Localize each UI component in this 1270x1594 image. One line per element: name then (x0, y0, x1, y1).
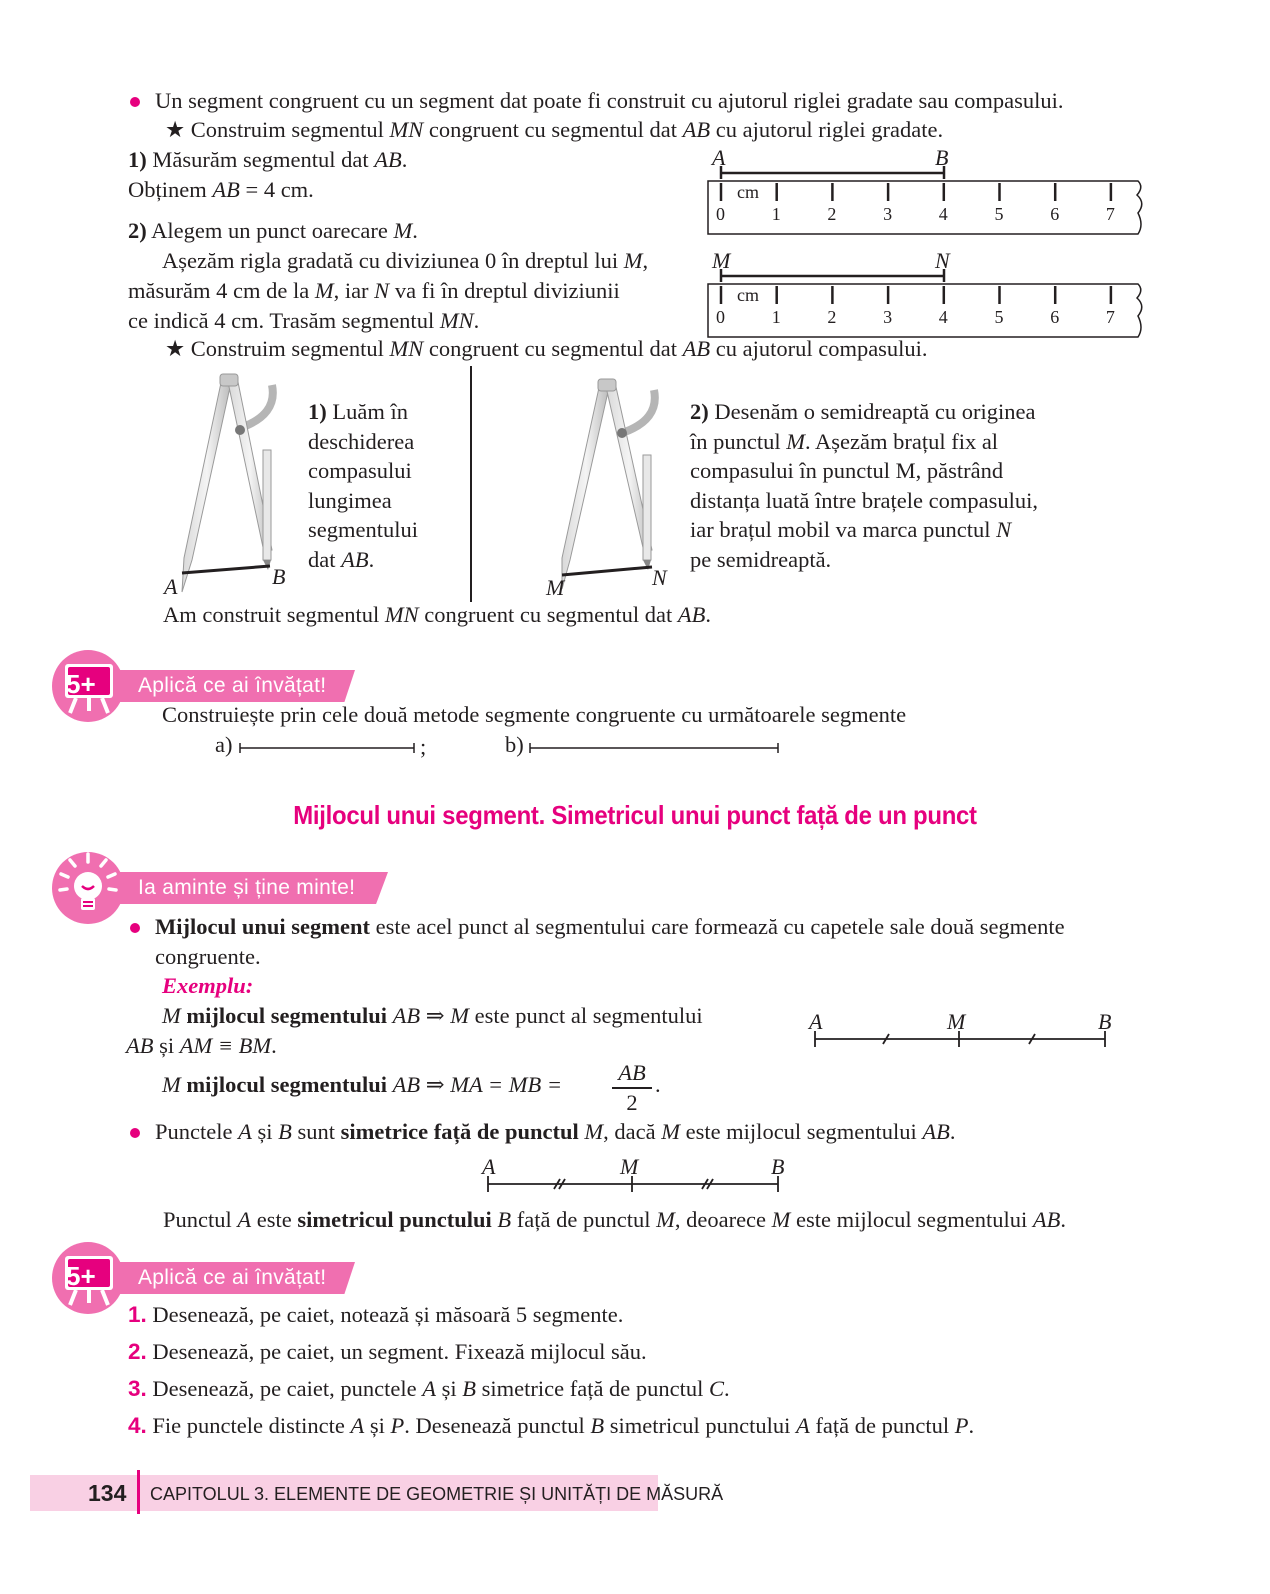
apply1-label-a: a) (215, 732, 233, 757)
chapter-title: CAPITOLUL 3. ELEMENTE DE GEOMETRIE ȘI UNITĂȚI DE MĂSURĂ (150, 1484, 724, 1504)
fraction-bar (612, 1087, 652, 1089)
ruler-tick-label: 6 (1050, 307, 1060, 327)
apply1-segment-b (528, 740, 783, 756)
symmetric-conclusion: Punctul A este simetricul punctului B față de punctul M, deoarece M este mijlocul segmentului AB. (163, 1207, 1067, 1232)
apply1-label-b: b) (505, 732, 524, 757)
star-ruler-line: ★ Construim segmentul MN congruent cu segmentul dat AB cu ajutorul riglei gradate. (165, 117, 944, 142)
bullet-dot (130, 923, 140, 933)
exercise-item-1: 1. Desenează, pe caiet, notează și măsoară 5 segmente. (128, 1302, 624, 1327)
compass-fixed-leg (562, 383, 610, 589)
compass-pencil (643, 455, 651, 560)
ruler-step-1-result: Obținem AB = 4 cm. (128, 177, 314, 202)
midpoint-diagram (805, 1005, 1115, 1051)
ruler-step-2-line3: ce indică 4 cm. Trasăm segmentul MN. (128, 308, 480, 333)
ruler-tick-label: 0 (716, 204, 725, 224)
ruler-tick-label: 1 (771, 307, 781, 327)
compass-arc (622, 390, 655, 433)
vertical-divider (470, 366, 472, 602)
compass-illustration-1 (160, 370, 300, 600)
example-line-2: AB și AM ≡ BM. (126, 1033, 277, 1058)
exercise-item-2: 2. Desenează, pe caiet, un segment. Fixează mijlocul său. (128, 1339, 647, 1364)
compass-point-a-label: A (164, 574, 178, 599)
compass-point-b-label: B (272, 564, 286, 589)
compass-point-n-label: N (652, 565, 667, 590)
ruler-tick-label: 2 (827, 204, 837, 224)
ruler-unit-label: cm (737, 182, 759, 202)
ruler-tick-label: 1 (771, 204, 781, 224)
ruler-point-a-label: A (712, 145, 726, 170)
ruler-diagram-mn (700, 246, 1150, 346)
fraction-numerator: AB (618, 1060, 646, 1085)
exercise-item-3: 3. Desenează, pe caiet, punctele A și B simetrice față de punctul C. (128, 1376, 730, 1401)
ruler-point-n-label: N (935, 248, 950, 273)
ruler-step-2: 2) Alegem un punct oarecare M. (128, 218, 418, 243)
symmetric-diagram (478, 1150, 788, 1196)
compass-fixed-leg (182, 378, 232, 592)
diagram-point-m: M (620, 1154, 639, 1179)
bullet-dot (130, 97, 140, 107)
compass-step-1: 1) Luăm în deschiderea compasului lungimea segmentului dat AB. (308, 399, 418, 572)
ruler-unit-label: cm (737, 285, 759, 305)
apply-header-text: Aplică ce ai învățat! (138, 674, 327, 697)
diagram-point-m: M (947, 1009, 966, 1034)
apply1-instruction: Construiește prin cele două metode segmente congruente cu următoarele segmente (162, 702, 907, 727)
compass-illustration-2 (540, 375, 680, 600)
symmetric-definition: Punctele A și B sunt simetrice față de punctul M, dacă M este mijlocul segmentului AB. (155, 1119, 956, 1144)
ruler-tick-label: 5 (994, 204, 1004, 224)
ruler-tick-label: 2 (827, 307, 837, 327)
diagram-point-b: B (1098, 1009, 1112, 1034)
ruler-tick-label: 7 (1105, 204, 1115, 224)
page-number: 134 (88, 1480, 127, 1506)
apply-badge-label: 5+ (66, 669, 96, 699)
example-line-3: M mijlocul segmentului AB ⇒ MA = MB = (162, 1072, 563, 1097)
ruler-tick-label: 4 (938, 307, 948, 327)
compass-step-2: 2) Desenăm o semidreaptă cu originea în punctul M. Așezăm brațul fix al compasului în punctul M, păstrând distanța luată între brațele compasului, iar brațul mobil va marca punctul N pe semidreaptă. (690, 399, 1039, 572)
diagram-point-a: A (482, 1154, 496, 1179)
star-icon: ★ (165, 117, 186, 142)
ruler-diagram-ab (700, 143, 1150, 243)
ruler-point-m-label: M (712, 248, 731, 273)
remember-header-text: Ia aminte și ține minte! (138, 876, 356, 899)
fraction-denominator: 2 (626, 1089, 638, 1115)
ruler-tick-label: 0 (716, 307, 725, 327)
star-compass-line: ★ Construim segmentul MN congruent cu segmentul dat AB cu ajutorul compasului. (165, 336, 928, 361)
segment-ab-compass (182, 566, 270, 573)
section-title: Mijlocul unui segment. Simetricul unui punct față de un punct (293, 800, 977, 830)
lightbulb-icon (56, 848, 120, 920)
ruler-tick-label: 5 (994, 307, 1004, 327)
bullet-dot (130, 1128, 140, 1138)
diagram-point-b: B (771, 1154, 785, 1179)
example-label: Exemplu: (162, 973, 254, 998)
apply-header-text: Aplică ce ai învățat! (138, 1266, 327, 1289)
example-line-3-end: . (655, 1072, 661, 1097)
ruler-point-b-label: B (935, 145, 949, 170)
ruler-tick-label: 3 (883, 204, 893, 224)
ruler-step-1: 1) Măsurăm segmentul dat AB. (128, 147, 408, 172)
diagram-point-a: A (809, 1009, 823, 1034)
compass-point-m-label: M (546, 575, 565, 600)
apply-badge-label: 5+ (66, 1261, 96, 1291)
midpoint-definition: Mijlocul unui segment este acel punct al segmentului care formează cu capetele sale două segmente (155, 914, 1065, 939)
ruler-step-2-line2: măsurăm 4 cm de la M, iar N va fi în dreptul diviziunii (128, 278, 620, 303)
compass-result: Am construit segmentul MN congruent cu segmentul dat AB. (163, 602, 712, 627)
midpoint-definition-cont: congruente. (155, 944, 261, 969)
compass-pencil (263, 450, 271, 560)
fraction (612, 1060, 652, 1116)
ruler-tick-label: 3 (883, 307, 893, 327)
ruler-step-2-line1: Așezăm rigla gradată cu diviziunea 0 în dreptul lui M, (162, 248, 649, 273)
star-icon: ★ (165, 336, 186, 361)
footer-divider (137, 1470, 140, 1514)
apply1-separator: ; (420, 734, 427, 759)
intro-bullet-text: Un segment congruent cu un segment dat poate fi construit cu ajutorul riglei gradate sau compasului. (155, 88, 1064, 113)
apply1-segment-a (238, 740, 418, 756)
segment-mn-compass (562, 567, 652, 575)
ruler-tick-label: 4 (938, 204, 948, 224)
ruler-tick-label: 6 (1050, 204, 1060, 224)
example-line-1: M mijlocul segmentului AB ⇒ M este punct al segmentului (162, 1003, 703, 1028)
exercise-item-4: 4. Fie punctele distincte A și P. Desenează punctul B simetricul punctului A față de punctul P. (128, 1413, 975, 1438)
ruler-tick-label: 7 (1105, 307, 1115, 327)
